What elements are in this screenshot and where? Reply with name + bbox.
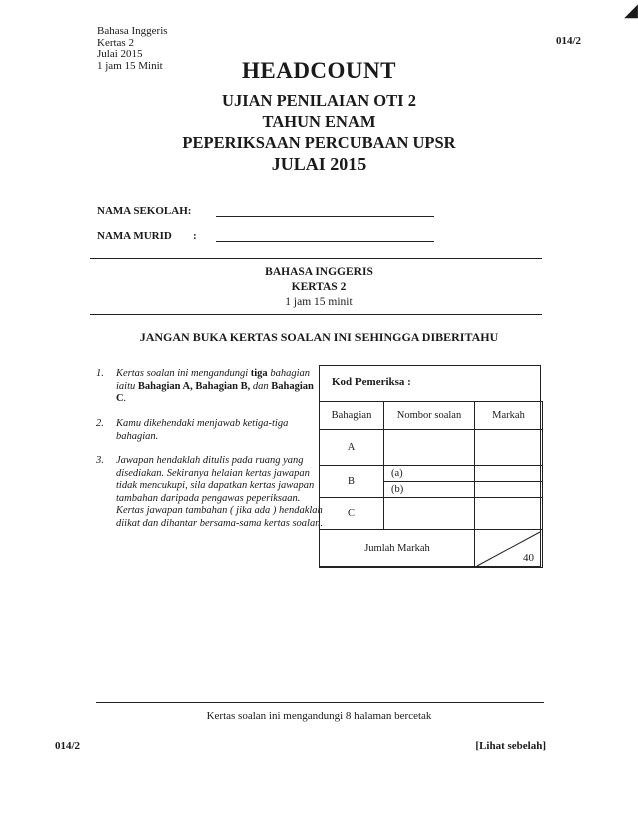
instruction-1-bold2: Bahagian A, Bahagian B, [137, 380, 251, 392]
instruction-2-num: 2. [96, 418, 104, 429]
total-marks-cell[interactable] [475, 530, 543, 568]
exam-date: JULAI 2015 [271, 154, 367, 174]
examiner-title: Kod Pemeriksa : [332, 376, 411, 388]
marks-table [319, 401, 543, 568]
instruction-3 [96, 455, 326, 555]
instruction-1-num: 1. [96, 368, 104, 379]
subject-duration: 1 jam 15 minit [285, 296, 353, 308]
section-c: C [320, 498, 384, 530]
meta-duration: 1 jam 15 Minit [97, 59, 163, 72]
section-b: B [320, 466, 384, 498]
section-b-part-a: (a) [384, 466, 475, 482]
instruction-1-text [116, 368, 326, 406]
footer-divider [96, 702, 544, 703]
meta-month: Julai 2015 [97, 48, 143, 60]
instruction-1 [96, 368, 326, 408]
section-b-part-b-marks[interactable] [475, 482, 543, 498]
section-a: A [320, 430, 384, 466]
exam-year-level: TAHUN ENAM [262, 112, 376, 131]
school-label: NAMA SEKOLAH: [97, 205, 192, 217]
instruction-1-post: . [123, 393, 127, 405]
subject-paper: KERTAS 2 [291, 281, 347, 293]
page-count-note: Kertas soalan ini mengandungi 8 halaman bercetak [206, 710, 432, 722]
exam-title: UJIAN PENILAIAN OTI 2 [222, 91, 416, 110]
section-a-question [384, 430, 475, 466]
section-a-marks[interactable] [475, 430, 543, 466]
instruction-2-text: Kamu dikehendaki menjawab ketiga-tiga bahagian. [116, 418, 289, 442]
instruction-1-bold: tiga [250, 368, 268, 379]
instruction-3-text: Jawapan hendaklah ditulis pada ruang yang disediakan. Sekiranya helaian kertas jawapan tidak mencukupi, sila dapatkan kertas jawapan tambahan daripada pengawas peperiksaan. Kertas jawapan tambahan ( jika ada ) hendaklah diikat dan dihantar bersama-sama kertas soalan. [116, 455, 324, 529]
brand-title: HEADCOUNT [241, 58, 396, 83]
school-field[interactable] [216, 216, 434, 217]
divider-top [90, 258, 542, 259]
section-c-marks[interactable] [475, 498, 543, 530]
student-field[interactable] [216, 241, 434, 242]
paper-code-top: 014/2 [555, 35, 581, 47]
subject-name: BAHASA INGGERIS [265, 266, 373, 278]
total-max: 40 [523, 552, 534, 564]
instruction-2 [96, 418, 326, 446]
instruction-3-num: 3. [96, 455, 104, 466]
header-question: Nombor soalan [384, 402, 475, 430]
section-c-question [384, 498, 475, 530]
instruction-1-bold3: Bahagian C [116, 380, 314, 405]
header-marks: Markah [475, 402, 543, 430]
student-colon: : [193, 230, 197, 242]
meta-paper: Kertas 2 [97, 36, 134, 49]
total-label: Jumlah Markah [320, 530, 475, 568]
warning-text: JANGAN BUKA KERTAS SOALAN INI SEHINGGA DIBERITAHU [139, 330, 499, 344]
instruction-1-mid: bahagian iaitu [116, 368, 310, 392]
corner-mark: ◢ [624, 0, 638, 20]
exam-type: PEPERIKSAAN PERCUBAAN UPSR [182, 133, 456, 152]
instruction-1-mid2: dan [250, 380, 272, 392]
section-b-part-b: (b) [384, 482, 475, 498]
meta-subject: Bahasa Inggeris [97, 25, 168, 37]
section-b-part-a-marks[interactable] [475, 466, 543, 482]
divider-bottom [90, 314, 542, 315]
header-section: Bahagian [320, 402, 384, 430]
paper-code-bottom: 014/2 [55, 740, 81, 752]
student-label: NAMA MURID [97, 230, 172, 242]
turn-page-note: [Lihat sebelah] [475, 740, 546, 752]
instruction-1-pre: Kertas soalan ini mengandungi [116, 368, 251, 379]
